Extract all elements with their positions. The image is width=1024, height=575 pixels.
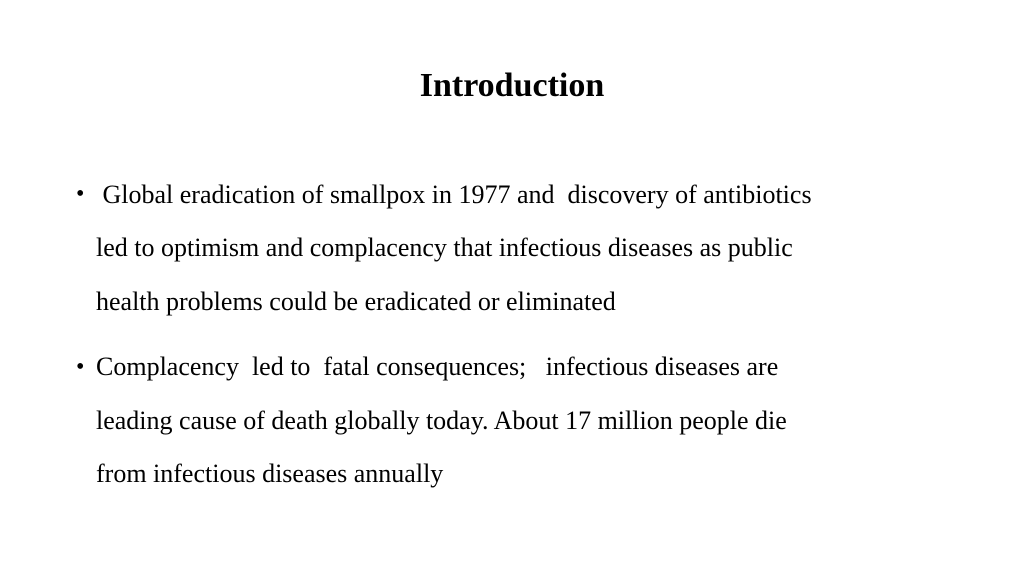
bullet-1-line-2: led to optimism and complacency that infectious diseases as public [96,233,793,262]
bullet-2-line-2: leading cause of death globally today. About 17 million people die [96,406,787,435]
bullet-2-line-3: from infectious diseases annually [96,459,444,488]
bullet-2-line-1: Complacency led to fatal consequences; infectious diseases are [96,352,779,381]
bullet-1-line-1: Global eradication of smallpox in 1977 and discovery of antibiotics [96,180,812,209]
slide-title: Introduction [419,67,605,104]
bullet-1-line-3: health problems could be eradicated or eliminated [96,287,616,316]
bullet-dot-icon: • [76,354,85,380]
bullet-dot-icon: • [76,181,85,207]
